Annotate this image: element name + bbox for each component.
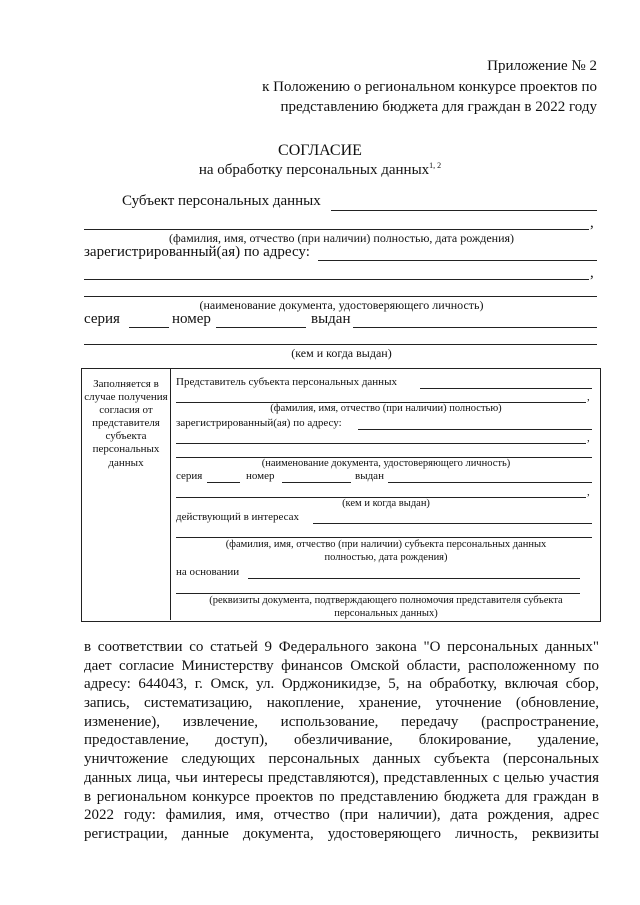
body-line: данных лица, чьи интересы представляются), представленных с целью участия [84,769,599,786]
representative-issued-line[interactable] [388,482,592,483]
representative-label: Представитель субъекта персональных данных [176,376,397,388]
basis-line[interactable] [248,578,580,579]
acting-for-line-2[interactable] [176,537,592,538]
subject-name-caption: (фамилия, имя, отчество (при наличии) полностью, дата рождения) [168,231,515,245]
representative-name-line[interactable] [420,388,592,389]
body-line: уничтожение следующих персональных данных субъекта (персональных [84,751,599,768]
subject-issued-label: выдан [311,311,351,327]
body-line: дает согласие Министерству финансов Омской области, расположенному по [84,657,599,674]
appendix-year-line: представлению бюджета для граждан в 2022 году [280,99,597,115]
representative-address-line[interactable] [358,429,592,430]
document-title: СОГЛАСИЕ [278,142,362,159]
acting-for-line[interactable] [313,523,592,524]
acting-for-caption-2: полностью, дата рождения) [324,552,448,563]
subject-address-label: зарегистрированный(ая) по адресу: [84,244,310,260]
body-line: адресу: 644043, г. Омск, ул. Орджоникидзе, 5, на обработку, включая сбор, [84,676,599,693]
acting-for-caption-1: (фамилия, имя, отчество (при наличии) субъекта персональных данных [225,539,547,550]
document-subtitle-text: на обработку персональных данных [198,162,430,178]
representative-note: Заполняется в случае получения согласия от представителя субъекта персональных данных [84,378,168,469]
subject-document-caption: (наименование документа, удостоверяющего личность) [199,298,484,312]
subject-name-line[interactable] [331,210,597,211]
body-line: 2022 году: фамилия, имя, отчество (при наличии), дата рождения, адрес [84,807,599,824]
representative-issued-label: выдан [355,470,384,482]
representative-number-line[interactable] [282,482,351,483]
subject-number-label: номер [172,311,211,327]
basis-label: на основании [176,566,240,578]
subject-name-line-2[interactable] [84,229,589,230]
basis-caption-1: (реквизиты документа, подтверждающего полномочия представителя субъекта [209,595,563,606]
representative-address-label: зарегистрированный(ая) по адресу: [176,417,342,429]
comma: , [590,265,594,281]
representative-address-line-2[interactable] [176,443,586,444]
representative-name-caption: (фамилия, имя, отчество (при наличии) полностью) [270,403,502,414]
representative-number-label: номер [246,470,275,482]
body-line: предоставление, доступ), обезличивание, блокирование, удаление, [84,732,599,749]
subject-issued-caption: (кем и когда выдан) [291,346,392,360]
representative-document-caption: (наименование документа, удостоверяющего личность) [261,458,511,469]
document-subtitle [0,161,640,179]
comma: , [590,215,594,231]
body-line: в региональном конкурсе проектов по представлению бюджета для граждан в [84,788,599,805]
comma: , [587,432,590,444]
comma: , [587,486,590,498]
consent-body-text [84,638,599,844]
subject-issued-line[interactable] [353,327,597,328]
body-line: изменение), извлечение, использование, передачу (распространение, [84,713,599,730]
subject-number-line[interactable] [216,327,306,328]
subject-series-line[interactable] [129,327,169,328]
subject-series-label: серия [84,311,120,327]
basis-line-2[interactable] [176,593,580,594]
appendix-regulation-line: к Положению о региональном конкурсе проектов по [262,79,597,95]
body-line: регистрации, данные документа, удостоверяющего личность, реквизиты [84,825,599,842]
subject-document-line[interactable] [84,296,597,297]
representative-series-line[interactable] [207,482,240,483]
representative-box-divider [170,368,171,620]
representative-series-label: серия [176,470,203,482]
basis-caption-2: персональных данных) [334,608,438,619]
acting-for-label: действующий в интересах [176,511,300,523]
body-line: запись, систематизацию, накопление, хранение, уточнение (обновление, [84,695,599,712]
comma: , [587,391,590,403]
subject-address-line[interactable] [318,260,597,261]
subject-issued-line-2[interactable] [84,344,597,345]
subject-address-line-2[interactable] [84,279,589,280]
appendix-number: Приложение № 2 [487,58,597,74]
representative-issued-caption: (кем и когда выдан) [342,498,430,509]
subject-label: Субъект персональных данных [122,193,321,209]
footnote-refs: 1, 2 [429,161,442,170]
body-line: в соответствии со статьей 9 Федерального закона "О персональных данных" [84,639,599,655]
